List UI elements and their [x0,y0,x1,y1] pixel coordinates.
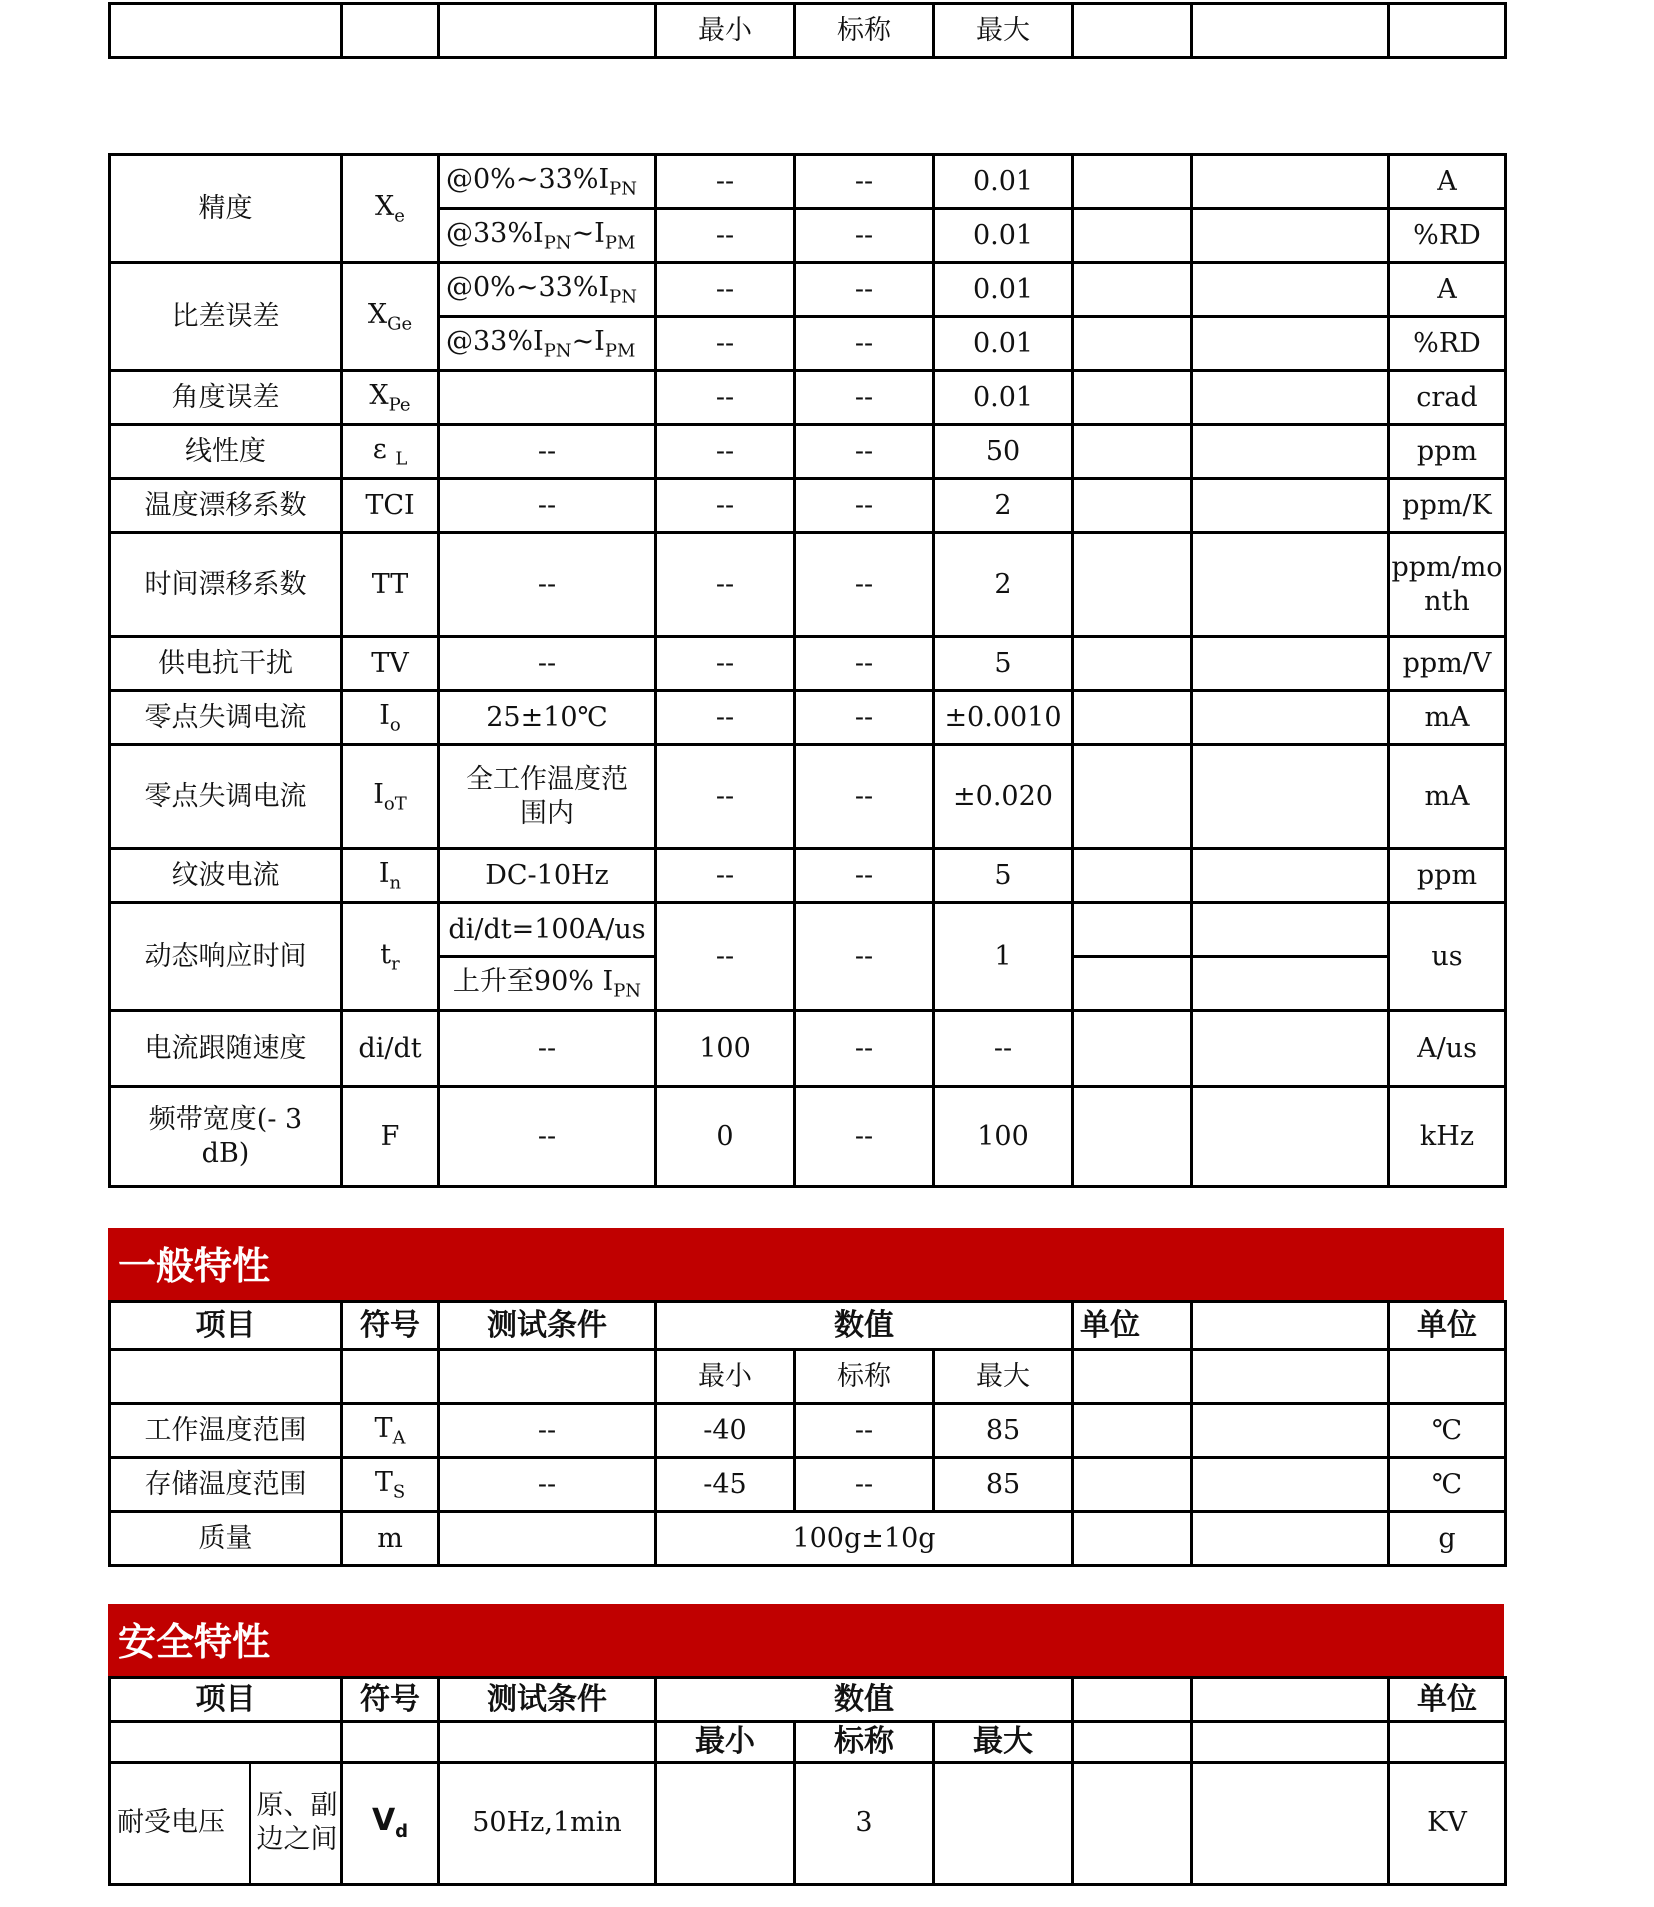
table-row: $@33\%I_{PN}\sim I_{PM}$ -- -- 0.01 %RD [110,209,1506,263]
general-section-title: 一般特性 [108,1228,1504,1300]
table-row: 质量 m 100g±10g g [110,1512,1506,1566]
table-row: 存储温度范围 $T_S$ -- -45 -- 85 ℃ [110,1458,1506,1512]
safety-table: 项目 符号 测试条件 数值 单位 最小 标称 最大 耐受电压 原、副边之间 $V_d$ 50Hz,1min 3 KV [108,1676,1507,1886]
table-row: 时间漂移系数 TT -- -- -- 2 ppm/month [110,533,1506,637]
table-row: $@33\%I_{PN}\sim I_{PM}$ -- -- 0.01 %RD [110,317,1506,371]
col-nom: 标称 [795,4,934,58]
table-row: 零点失调电流 $I_{oT}$ 全工作温度范围内 -- -- ±0.020 mA [110,745,1506,849]
table-row: 角度误差 $X_{Pe}$ -- -- 0.01 crad [110,371,1506,425]
table-row: 上升至90% $I_{PN}$ [110,957,1506,1011]
table-row: 零点失调电流 $I_o$ 25±10℃ -- -- ±0.0010 mA [110,691,1506,745]
top-header-table [108,2,1507,59]
col-max: 最大 [934,4,1073,58]
safety-section-title: 安全特性 [108,1604,1504,1676]
general-table: 项目 符号 测试条件 数值 单位 单位 最小 标称 最大 工作温度范围 $T_A$ -- -40 -- 85 ℃ 存储温度范围 $T_S$ -- -45 -- 85 ℃ 质量 m 100g±10g g [108,1300,1507,1567]
table-row: 纹波电流 $I_n$ DC-10Hz -- -- 5 ppm [110,849,1506,903]
table-row: 频带宽度(- 3 dB) F -- 0 -- 100 kHz [110,1087,1506,1187]
table-row: 比差误差 $X_{Ge}$ $@0\%\sim 33\%I_{PN}$ -- -- 0.01 A [110,263,1506,317]
electrical-table [108,153,1507,1188]
table-row: 供电抗干扰 TV -- -- -- 5 ppm/V [110,637,1506,691]
table-row: 动态响应时间 $t_r$ di/dt=100A/us -- -- 1 us [110,903,1506,957]
table-row: 耐受电压 原、副边之间 $V_d$ 50Hz,1min 3 KV [110,1762,1506,1884]
table-row: 精度 $X_e$ $@0\%\sim 33\%I_{PN}$ -- -- 0.01 A [110,155,1506,209]
table-row: 工作温度范围 $T_A$ -- -40 -- 85 ℃ [110,1404,1506,1458]
table-row: 电流跟随速度 di/dt -- 100 -- -- A/us [110,1011,1506,1087]
table-row: 温度漂移系数 TCI -- -- -- 2 ppm/K [110,479,1506,533]
col-min: 最小 [656,4,795,58]
table-row: 线性度 ε $_L$ -- -- -- 50 ppm [110,425,1506,479]
